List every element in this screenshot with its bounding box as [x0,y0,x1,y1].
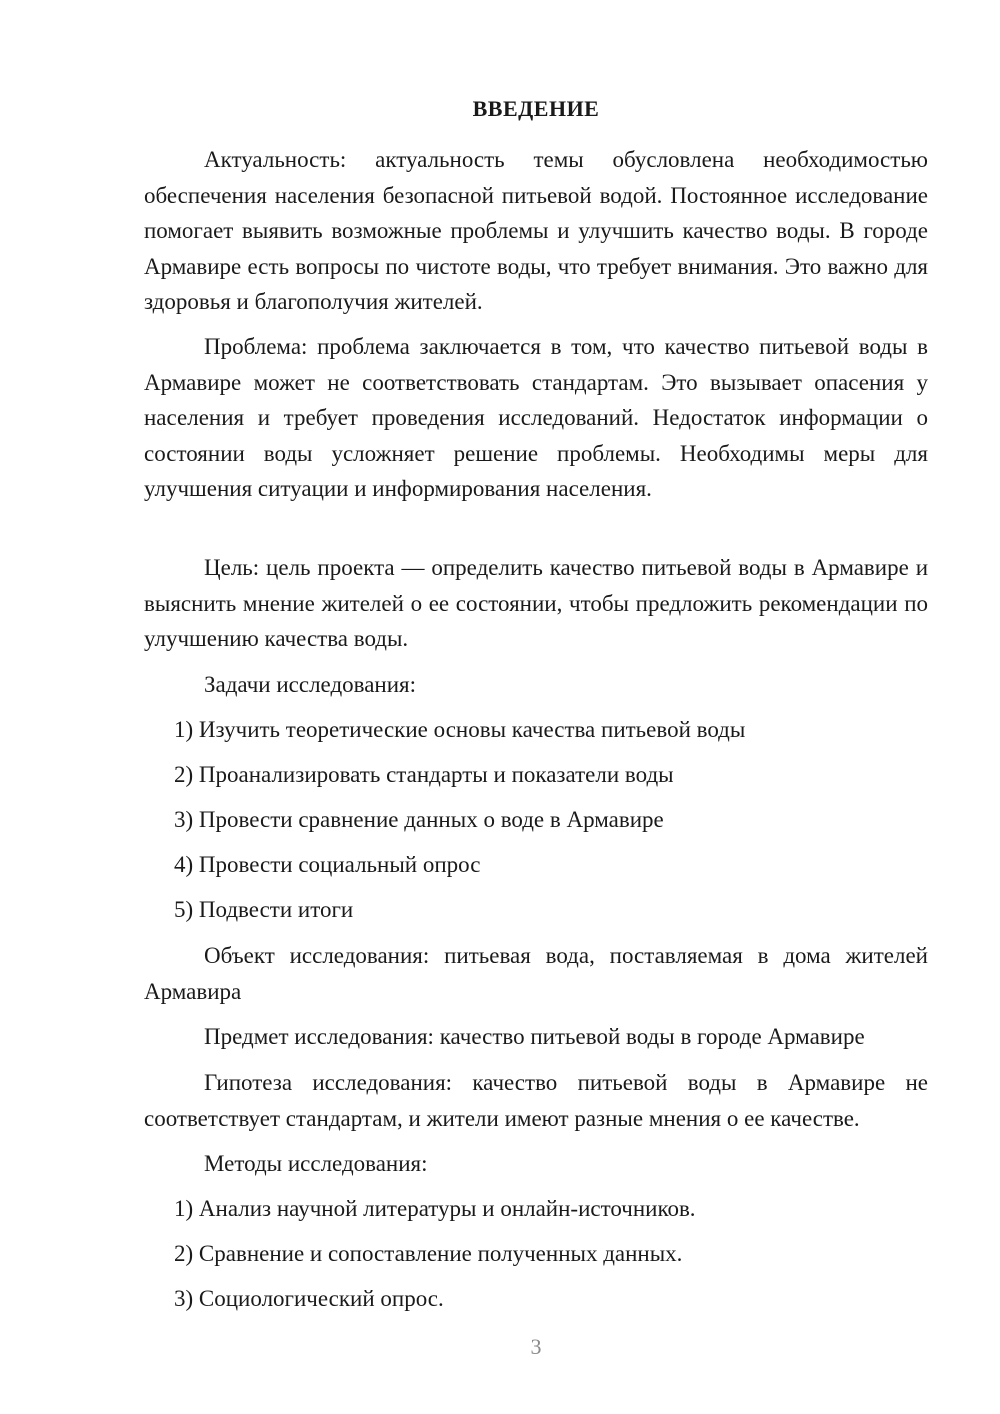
list-item: 4) Провести социальный опрос [174,852,481,877]
list-item: 5) Подвести итоги [174,897,354,922]
list-item: 3) Социологический опрос. [174,1286,444,1311]
object-paragraph: Объект исследования: питьевая вода, поставляемая в дома жителей Армавира [144,943,928,1004]
subject-paragraph: Предмет исследования: качество питьевой воды в городе Армавире [204,1024,865,1049]
list-item: 1) Анализ научной литературы и онлайн-источников. [174,1196,696,1221]
methods-heading: Методы исследования: [204,1151,428,1176]
tasks-heading: Задачи исследования: [204,672,417,697]
page-title: ВВЕДЕНИЕ [472,96,600,121]
list-item: 2) Проанализировать стандарты и показатели воды [174,762,674,787]
list-item: 2) Сравнение и сопоставление полученных данных. [174,1241,683,1266]
relevance-paragraph: Актуальность: актуальность темы обусловлена необходимостью обеспечения населения безопасной питьевой водой. Постоянное исследование помогает выявить возможные проблемы и улучшить качество воды. В городе Армавире есть вопросы по чистоте воды, что требует внимания. Это важно для здоровья и благополучия жителей. [144,147,928,314]
problem-paragraph: Проблема: проблема заключается в том, что качество питьевой воды в Армавире может не соответствовать стандартам. Это вызывает опасения у населения и требует проведения исследований. Недостаток информации о состоянии воды усложняет решение проблемы. Необходимы меры для улучшения ситуации и информирования населения. [144,334,928,501]
goal-paragraph: Цель: цель проекта — определить качество питьевой воды в Армавире и выяснить мнение жителей о ее состоянии, чтобы предложить рекомендации по улучшению качества воды. [144,555,928,651]
hypothesis-paragraph: Гипотеза исследования: качество питьевой воды в Армавире не соответствует стандартам, и жители имеют разные мнения о ее качестве. [144,1070,928,1131]
page-number: 3 [530,1334,542,1359]
list-item: 3) Провести сравнение данных о воде в Армавире [174,807,664,832]
list-item: 1) Изучить теоретические основы качества питьевой воды [174,717,746,742]
